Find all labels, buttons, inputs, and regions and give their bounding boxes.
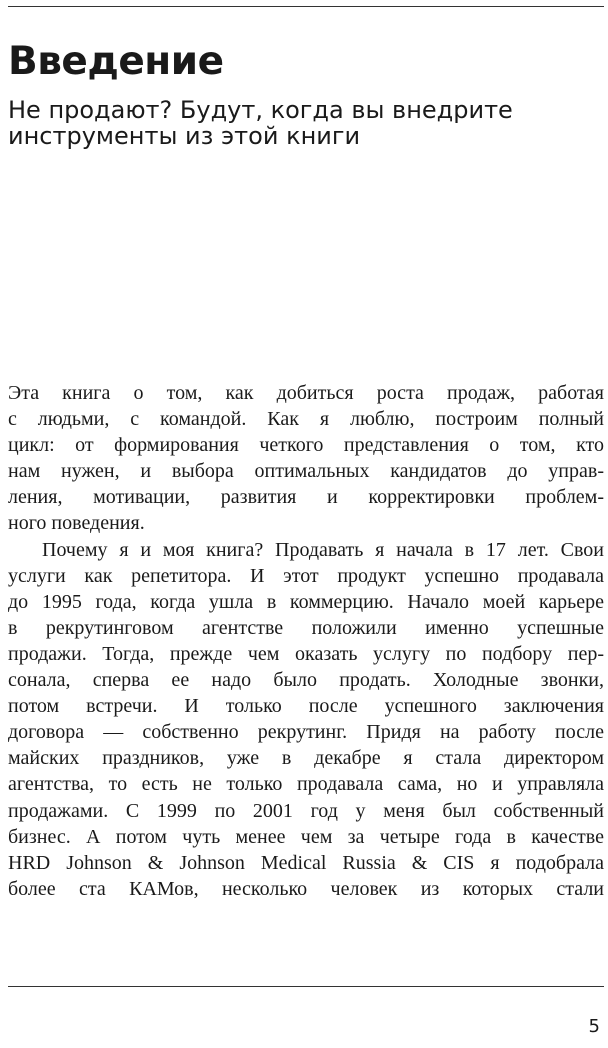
text-line: Почему я и моя книга? Продавать я начала в 17 лет. Свои: [42, 538, 604, 561]
text-line: с людьми, с командой. Как я люблю, построим полный: [8, 408, 604, 431]
text-line: майских праздников, уже в декабре я стала директором: [8, 747, 604, 770]
text-line: до 1995 года, когда ушла в коммерцию. Начало моей карьере: [8, 590, 604, 613]
text-line: агентства, то есть не только продавала сама, но и управляла: [8, 773, 604, 796]
chapter-subtitle: [8, 92, 604, 151]
text-line: бизнес. А потом чуть менее чем за четыре года в качестве: [8, 825, 604, 848]
body-text: [8, 380, 604, 902]
bottom-rule: [8, 986, 604, 987]
top-rule: [8, 6, 604, 7]
chapter-title: Введение: [8, 39, 224, 84]
paragraph-1: [8, 380, 604, 537]
text-line: услуги как репетитора. И этот продукт успешно продавала: [8, 564, 604, 587]
text-line: договора — собственно рекрутинг. Придя на работу после: [8, 721, 604, 744]
text-line: цикл: от формирования четкого представления о том, кто: [8, 434, 604, 457]
text-line: ного поведения.: [8, 512, 145, 535]
paragraph-2: [8, 537, 604, 902]
text-line: более ста КАМов, несколько человек из которых стали: [8, 877, 604, 900]
text-line: продажами. С 1999 по 2001 год у меня был собственный: [8, 799, 604, 822]
text-line: нам нужен, и выбора оптимальных кандидатов до управ-: [8, 460, 604, 483]
text-line: ления, мотивации, развития и корректировки проблем-: [8, 486, 604, 509]
text-line: в рекрутинговом агентстве положили именно успешные: [8, 616, 604, 639]
subtitle-line: Не продают? Будут, когда вы внедрите: [8, 96, 513, 124]
text-line: продажи. Тогда, прежде чем оказать услугу по подбору пер-: [8, 642, 604, 665]
text-line: потом встречи. И только после успешного заключения: [8, 695, 604, 718]
page-number: 5: [588, 1016, 600, 1037]
text-line: Эта книга о том, как добиться роста продаж, работая: [8, 382, 604, 404]
subtitle-line: инструменты из этой книги: [8, 122, 361, 151]
text-line: сонала, сперва ее надо было продать. Холодные звонки,: [8, 669, 604, 692]
text-line: HRD Johnson & Johnson Medical Russia & CIS я подобрала: [8, 851, 604, 874]
